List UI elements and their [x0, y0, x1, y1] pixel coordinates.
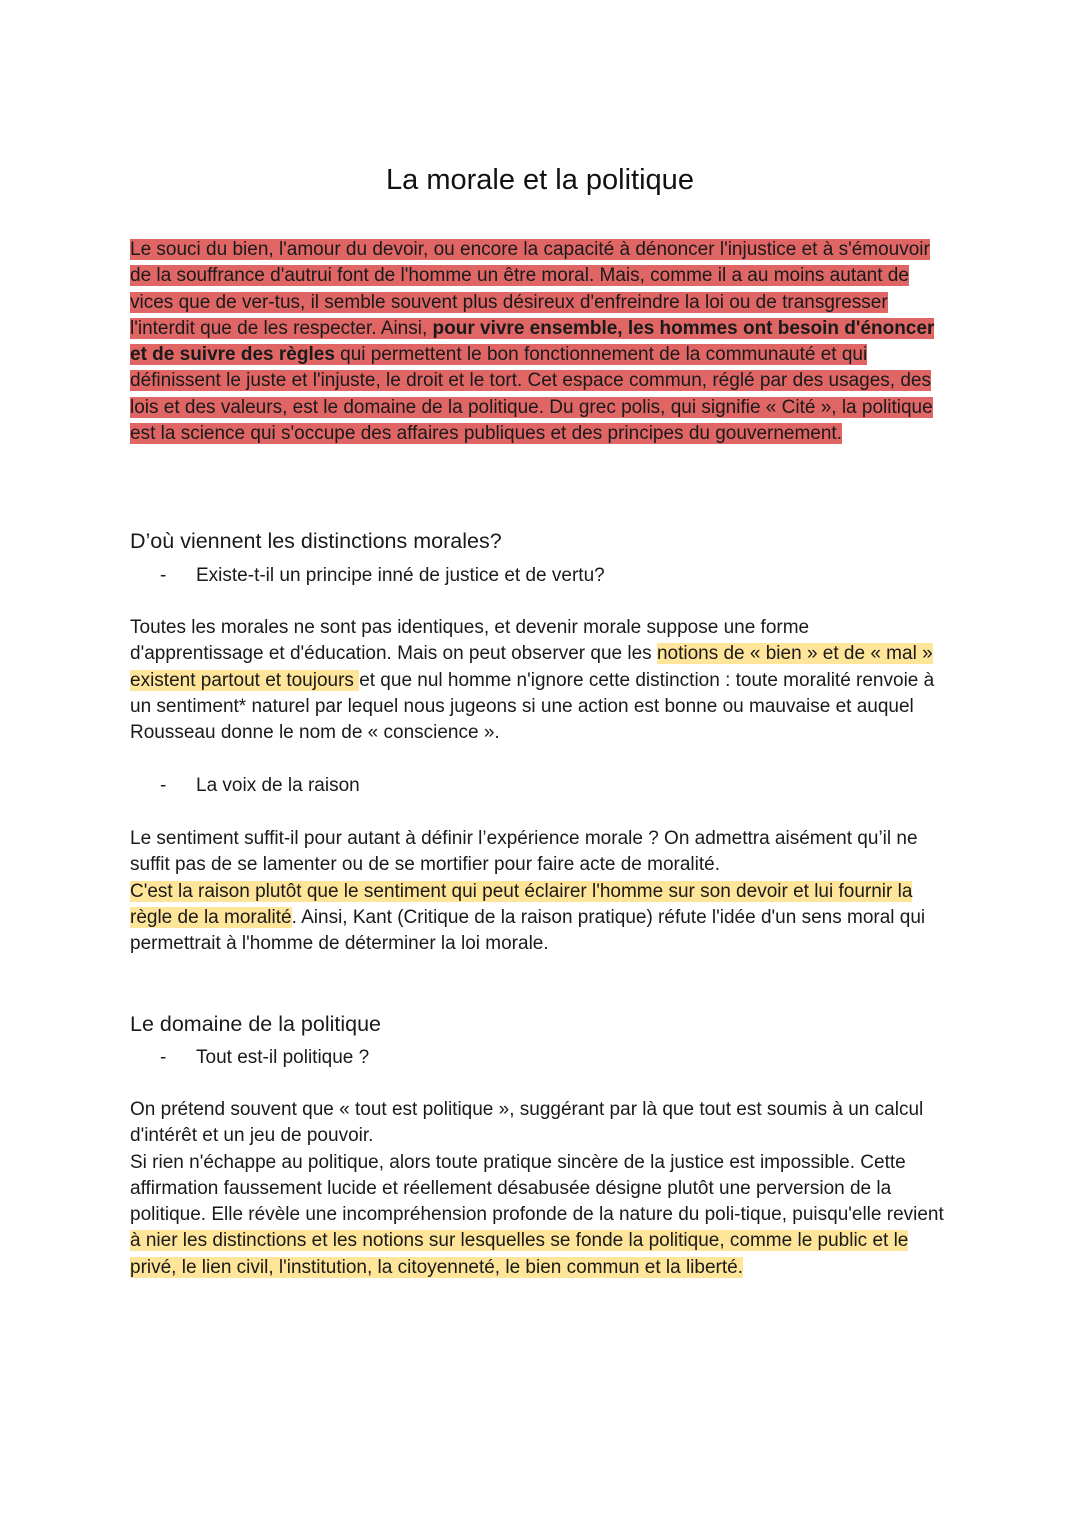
- section-heading-moral-distinctions: D’où viennent les distinctions morales?: [130, 529, 502, 553]
- bullet-text: Existe-t-il un principe inné de justice et de vertu?: [196, 565, 605, 586]
- paragraph-reason: [130, 826, 945, 957]
- paragraph-text: On prétend souvent que « tout est politique », suggérant par là que tout est soumis à un calcul d'intérêt et un jeu de pouvoir.: [130, 1099, 924, 1147]
- bullet-dash: -: [160, 565, 167, 586]
- highlight-reason: C'est la raison plutôt que le sentiment qui peut éclairer l'homme sur son devoir et lui fournir la règle de la moralité: [130, 880, 913, 928]
- intro-highlight: [130, 239, 934, 444]
- intro-text-part1: Le souci du bien, l'amour du devoir, ou encore la capacité à dénoncer l'injustice et à s'émouvoir de la souffrance d'autrui font de l'homme un être moral. Mais, comme il a au moins autant de vices que de ver-tus, il semble souvent plus désireux d'enfreindre la loi ou de transgresser l'interdit que de les respecter. Ainsi,: [130, 239, 930, 339]
- highlight-distinctions: à nier les distinctions et les notions sur lesquelles se fonde la politique, comme le public et le privé, le lien civil, l'institution, la citoyenneté, le bien commun et la liberté.: [130, 1230, 909, 1278]
- bullet-dash: -: [160, 775, 167, 796]
- paragraph-text: Si rien n'échappe au politique, alors toute pratique sincère de la justice est impossible. Cette affirmation faussement lucide et réellement désabusée désigne plutôt une perversion de la politique. Elle révèle une incompréhension profonde de la nature du poli-tique, puisqu'elle revient: [130, 1151, 944, 1226]
- intro-text-part2: qui permettent le bon fonctionnement de la communauté et qui définissent le juste et l'injuste, le droit et le tort. Cet espace commun, réglé par des usages, des lois et des valeurs, est le domaine de la politique. Du grec polis, qui signifie « Cité », la politique est la science qui s'occupe des affaires publiques et des principes du gouvernement.: [130, 344, 933, 445]
- paragraph-morals: [130, 615, 945, 746]
- intro-paragraph: [130, 237, 945, 447]
- intro-bold-text: pour vivre ensemble, les hommes ont besoin d'énoncer et de suivre des règles: [130, 317, 935, 366]
- bullet-innate-principle: [160, 563, 605, 589]
- highlight-good-evil: notions de « bien » et de « mal » existent partout et toujours: [130, 643, 933, 691]
- bullet-voice-of-reason: [160, 773, 360, 799]
- paragraph-text: Toutes les morales ne sont pas identiques, et devenir morale suppose une forme d'apprentissage et d'éducation. Mais on peut observer que les: [130, 617, 810, 665]
- bullet-text: La voix de la raison: [196, 775, 360, 796]
- bullet-everything-political: [160, 1045, 369, 1071]
- page-title: La morale et la politique: [386, 164, 694, 196]
- bullet-dash: -: [160, 1047, 167, 1068]
- paragraph-politics: [130, 1097, 945, 1281]
- paragraph-text: Le sentiment suffit-il pour autant à définir l’expérience morale ? On admettra aisément qu’il ne suffit pas de se lamenter ou de se mortifier pour faire acte de moralité.: [130, 828, 918, 876]
- paragraph-text: . Ainsi, Kant (Critique de la raison pratique) réfute l'idée d'un sens moral qui permettrait à l'homme de déterminer la loi morale.: [130, 906, 926, 955]
- paragraph-text: et que nul homme n'ignore cette distinction : toute moralité renvoie à un sentiment* naturel par lequel nous jugeons si une action est bonne ou mauvaise et auquel Rousseau donne le nom de « conscience ».: [130, 669, 935, 744]
- section-heading-politics-domain: Le domaine de la politique: [130, 1012, 382, 1036]
- bullet-text: Tout est-il politique ?: [196, 1047, 370, 1068]
